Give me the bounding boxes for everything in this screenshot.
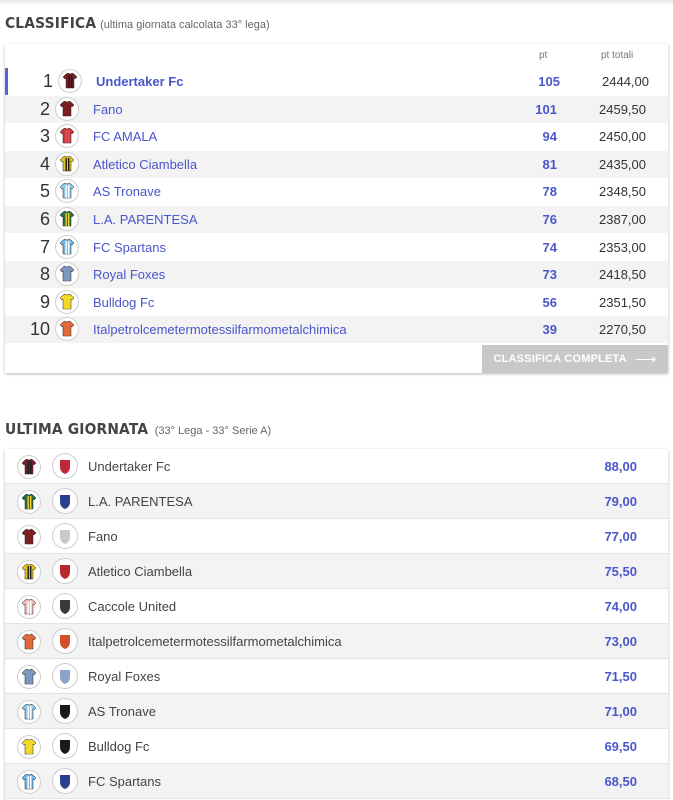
top-shadow [0,0,673,6]
team-logo [53,489,77,513]
classifica-row [5,316,668,343]
column-header-pt: pt [539,50,548,61]
giornata-subtitle: (33° Lega - 33° Serie A) [154,425,272,437]
team-logo [53,594,77,618]
classifica-row [5,178,668,205]
classifica-row [5,151,668,178]
row-position: 4 [39,153,50,174]
arrow-right-icon: ⟶ [634,351,657,368]
team-logo [53,734,77,758]
team-name-link[interactable]: Italpetrolcemetermotessilfarmometalchimica [93,322,347,338]
jersey-icon [17,455,41,479]
giornata-row[interactable] [5,764,668,799]
team-name: Italpetrolcemetermotessilfarmometalchimica [88,634,342,649]
jersey-icon [17,560,41,584]
team-name: Atletico Ciambella [88,564,193,579]
row-position: 6 [39,209,50,229]
team-score: 79,00 [604,494,637,509]
row-position: 5 [39,181,50,202]
team-score: 71,50 [604,669,637,684]
jersey-icon [17,700,41,724]
team-logo [53,629,77,653]
team-name: Caccole United [88,599,177,614]
classifica-row [5,96,668,123]
team-name: L.A. PARENTESA [88,494,193,509]
jersey-icon [17,665,41,689]
row-position: 2 [39,98,50,119]
team-score: 74,00 [604,599,637,614]
team-name: Royal Foxes [88,669,161,684]
team-score: 68,50 [604,774,637,789]
team-name-link[interactable]: Bulldog Fc [93,294,155,310]
giornata-row[interactable] [5,694,668,729]
team-logo [53,699,77,723]
team-name-link[interactable]: L.A. PARENTESA [93,212,198,227]
team-total-points: 2348,50 [599,184,646,200]
giornata-table [5,449,668,800]
classifica-row [5,234,668,261]
team-points: 74 [542,239,557,255]
jersey-icon [55,207,79,231]
row-position: 7 [39,236,50,257]
row-position: 9 [39,291,50,312]
team-total-points: 2444,00 [602,74,649,89]
team-name: Bulldog Fc [88,739,150,754]
classifica-header [5,14,270,32]
team-points: 76 [542,212,557,227]
giornata-row[interactable] [5,729,668,764]
jersey-icon [55,97,79,121]
classifica-row [5,123,668,150]
team-score: 71,00 [604,704,637,719]
jersey-icon [55,179,79,203]
team-points: 81 [542,156,557,172]
classifica-completa-label: CLASSIFICA COMPLETA [493,353,627,365]
team-name: AS Tronave [88,704,156,719]
classifica-table [5,44,668,373]
classifica-row [5,68,668,95]
team-logo [53,664,77,688]
jersey-icon [55,317,79,341]
jersey-icon [17,735,41,759]
classifica-row [5,206,668,233]
jersey-icon [55,262,79,286]
team-name: Fano [88,529,118,544]
giornata-row[interactable] [5,519,668,554]
row-position: 1 [42,71,53,91]
team-points: 56 [542,294,557,310]
team-name-link[interactable]: Undertaker Fc [96,74,184,89]
jersey-icon [55,124,79,148]
team-total-points: 2270,50 [599,322,646,338]
team-logo [53,454,77,478]
classifica-row [5,261,668,288]
giornata-row[interactable] [5,589,668,624]
team-points: 39 [542,322,557,338]
row-position: 3 [39,126,50,147]
team-score: 69,50 [604,739,637,754]
team-name: FC Spartans [88,774,161,789]
team-score: 73,00 [604,634,637,649]
team-score: 77,00 [604,529,637,544]
team-total-points: 2351,50 [599,294,646,310]
giornata-row[interactable] [5,449,668,484]
team-name: Undertaker Fc [88,459,171,474]
jersey-icon [17,595,41,619]
team-name-link[interactable]: FC Spartans [93,239,166,255]
jersey-icon [55,290,79,314]
jersey-icon [58,69,82,93]
row-position: 10 [29,319,50,340]
classifica-completa-button[interactable] [482,345,668,373]
classifica-subtitle: (ultima giornata calcolata 33° lega) [100,19,270,31]
team-name-link[interactable]: Fano [93,101,123,117]
jersey-icon [17,525,41,549]
team-name-link[interactable]: AS Tronave [93,184,161,200]
giornata-row[interactable] [5,624,668,659]
row-position: 8 [39,264,50,285]
team-points: 73 [542,267,557,283]
team-name-link[interactable]: Atletico Ciambella [93,156,198,172]
team-total-points: 2353,00 [599,239,646,255]
team-points: 105 [538,74,560,89]
team-total-points: 2459,50 [599,101,646,117]
giornata-row[interactable] [5,554,668,589]
giornata-row[interactable] [5,659,668,694]
giornata-row[interactable] [5,484,668,519]
team-total-points: 2435,00 [599,156,646,172]
giornata-title: ULTIMA GIORNATA [5,420,149,438]
jersey-icon [17,770,41,794]
team-logo [53,524,77,548]
team-logo [53,559,77,583]
team-logo [53,769,77,793]
team-points: 94 [542,129,557,145]
giornata-header [5,420,271,438]
team-total-points: 2387,00 [599,212,646,227]
team-name-link[interactable]: FC AMALA [93,129,158,145]
team-total-points: 2450,00 [599,129,646,145]
team-points: 78 [542,184,557,200]
team-score: 88,00 [604,459,637,474]
jersey-icon [55,152,79,176]
classifica-row [5,289,668,316]
column-header-pt-totali: pt totali [601,50,634,61]
jersey-icon [17,630,41,654]
classifica-title: CLASSIFICA [5,14,97,32]
team-total-points: 2418,50 [599,267,646,283]
team-points: 101 [535,101,557,117]
jersey-icon [55,235,79,259]
jersey-icon [17,490,41,514]
team-score: 75,50 [604,564,637,579]
team-name-link[interactable]: Royal Foxes [93,267,166,283]
